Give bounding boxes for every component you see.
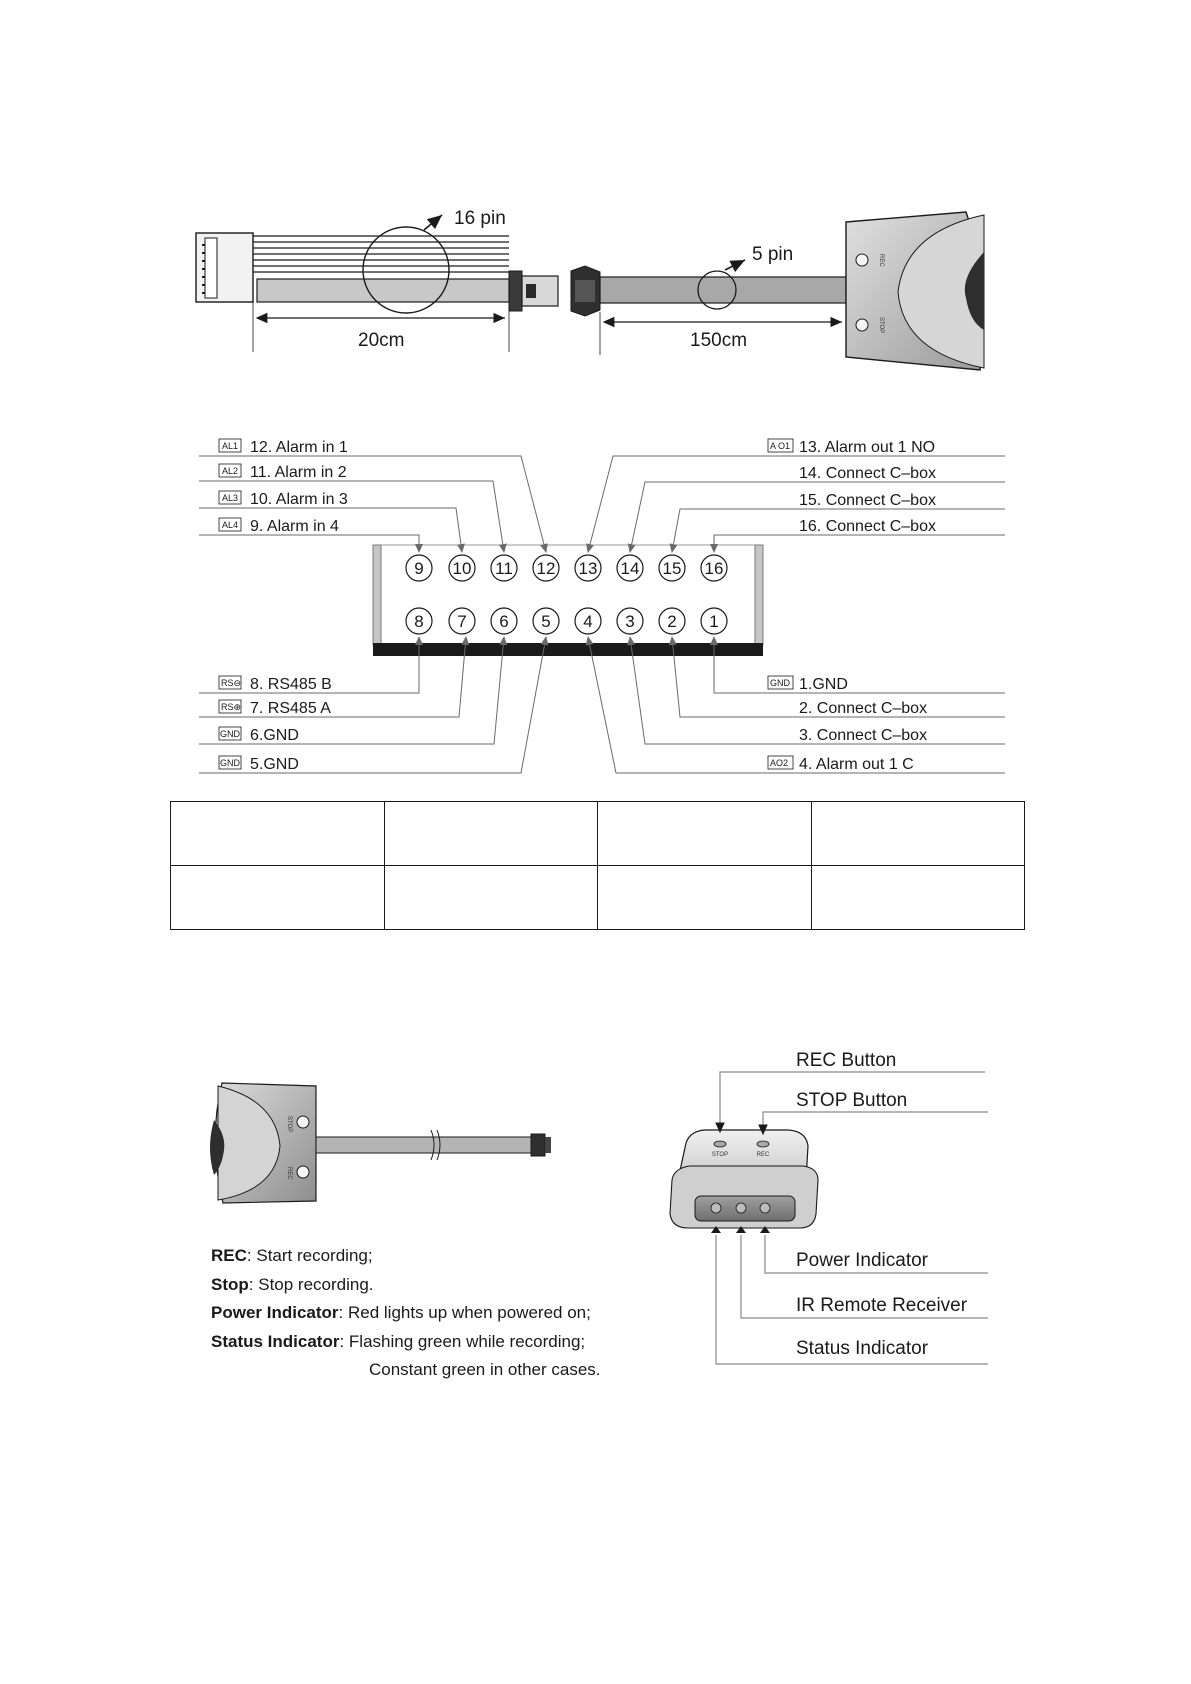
svg-text:RS⊕: RS⊕ [221,702,242,712]
svg-text:14: 14 [620,559,640,578]
rec-button-label: REC Button [796,1050,897,1071]
label-alarm-out-1-c [588,637,1005,773]
ir-remote-label: IR Remote Receiver [796,1295,968,1316]
rec-small-label-left: REC [286,1167,292,1180]
svg-text:7. RS485 A: 7. RS485 A [250,700,331,717]
stop-button-label: STOP Button [796,1090,908,1111]
dimension-20cm [253,298,509,352]
pin-bottom-6 [491,608,517,634]
svg-text:9: 9 [414,559,424,578]
legend-status: Status Indicator: Flashing green while recording; [211,1331,586,1351]
pin-top-16 [701,555,727,581]
pin-bottom-4 [575,608,601,634]
svg-text:15. Connect C–box: 15. Connect C–box [799,492,936,509]
stop-tiny-label: STOP [711,1152,729,1158]
dimension-150cm [600,312,846,355]
wire-bundle [253,236,509,272]
pin-bottom-1 [701,608,727,634]
table-row [171,802,1025,866]
stop-small-label: STOP [878,317,884,334]
svg-text:AL1: AL1 [222,441,239,451]
table-cell [811,802,1025,866]
legend [211,1242,601,1385]
svg-text:16. Connect C–box: 16. Connect C–box [799,518,936,535]
svg-text:8. RS485 B: 8. RS485 B [250,676,332,693]
pin-top-13 [575,555,601,581]
svg-text:5.GND: 5.GND [250,756,299,773]
pin-bottom-2 [659,608,685,634]
svg-text:AL3: AL3 [222,493,239,503]
pin16-label: 16 pin [454,208,506,229]
svg-text:3. Connect C–box: 3. Connect C–box [799,727,928,744]
svg-text:4: 4 [583,612,593,631]
svg-text:1: 1 [709,612,719,631]
svg-text:AL2: AL2 [222,466,239,476]
table-cell [811,866,1025,930]
stop-small-label-left: STOP [286,1116,292,1133]
long-cable [600,277,846,303]
svg-text:6: 6 [499,612,509,631]
length-150cm: 150cm [690,330,748,351]
pin-top-11 [491,555,517,581]
svg-text:11. Alarm in 2: 11. Alarm in 2 [250,464,347,481]
svg-text:5: 5 [541,612,551,631]
svg-text:13. Alarm out 1 NO: 13. Alarm out 1 NO [799,439,936,456]
svg-text:11: 11 [495,559,513,578]
legend-stop: Stop: Stop recording. [211,1274,374,1294]
svg-text:AL4: AL4 [222,520,239,530]
terminal-block-16pin [196,233,253,302]
male-connector [509,271,558,311]
power-indicator-label: Power Indicator [796,1250,929,1271]
pin-top-12 [533,555,559,581]
pinout-diagram [0,420,1191,780]
svg-text:2. Connect C–box: 2. Connect C–box [799,700,928,717]
table-row [171,866,1025,930]
rec-button-top [757,1141,769,1147]
svg-text:6.GND: 6.GND [250,727,299,744]
legend-rec: REC: Start recording; [211,1246,373,1265]
svg-text:8: 8 [414,612,424,631]
pin-top-10 [449,555,475,581]
female-connector [571,266,600,316]
flat-cable [257,279,509,302]
legend-status-cont: Constant green in other cases. [369,1360,601,1379]
svg-text:RS⊖: RS⊖ [221,678,242,688]
cable-diagram [0,0,1191,380]
svg-text:10: 10 [452,559,472,578]
callout-stop-button [763,1112,988,1134]
table-cell [598,866,812,930]
pin-top-15 [659,555,685,581]
empty-table [170,801,1025,930]
cbox-device-left [210,1083,551,1203]
svg-text:9. Alarm in 4: 9. Alarm in 4 [250,518,339,535]
svg-text:A O1: A O1 [770,441,791,451]
pin-top-14 [617,555,643,581]
pin-bottom-3 [617,608,643,634]
svg-text:15: 15 [662,559,682,578]
svg-text:2: 2 [667,612,677,631]
svg-text:10. Alarm in 3: 10. Alarm in 3 [250,491,348,508]
table-cell [171,866,385,930]
pin-top-9 [406,555,432,581]
svg-text:GND: GND [220,758,240,768]
table-cell [171,802,385,866]
stop-button-top [714,1141,726,1147]
svg-text:7: 7 [457,612,467,631]
svg-text:16: 16 [704,559,724,578]
table-cell [598,802,812,866]
svg-text:14. Connect C–box: 14. Connect C–box [799,465,936,482]
svg-text:4. Alarm out 1 C: 4. Alarm out 1 C [799,756,914,773]
pin-bottom-5 [533,608,559,634]
pin5-label: 5 pin [752,244,794,265]
table-cell [384,866,598,930]
status-indicator-label: Status Indicator [796,1338,929,1359]
pin-bottom-8 [406,608,432,634]
svg-text:12: 12 [536,559,556,578]
svg-text:AO2: AO2 [770,758,789,768]
table-cell [384,802,598,866]
cbox-device-side [846,212,984,370]
svg-text:3: 3 [625,612,635,631]
length-20cm: 20cm [358,330,405,351]
svg-text:12. Alarm in 1: 12. Alarm in 1 [250,439,348,456]
cbox-device-right [670,1130,818,1233]
svg-text:13: 13 [578,559,598,578]
svg-text:GND: GND [770,678,790,688]
svg-text:GND: GND [220,729,240,739]
rec-tiny-label: REC [756,1152,770,1158]
svg-text:1.GND: 1.GND [799,676,848,693]
pin-bottom-7 [449,608,475,634]
rec-small-label: REC [878,254,884,267]
legend-power: Power Indicator: Red lights up when powered on; [211,1303,591,1322]
